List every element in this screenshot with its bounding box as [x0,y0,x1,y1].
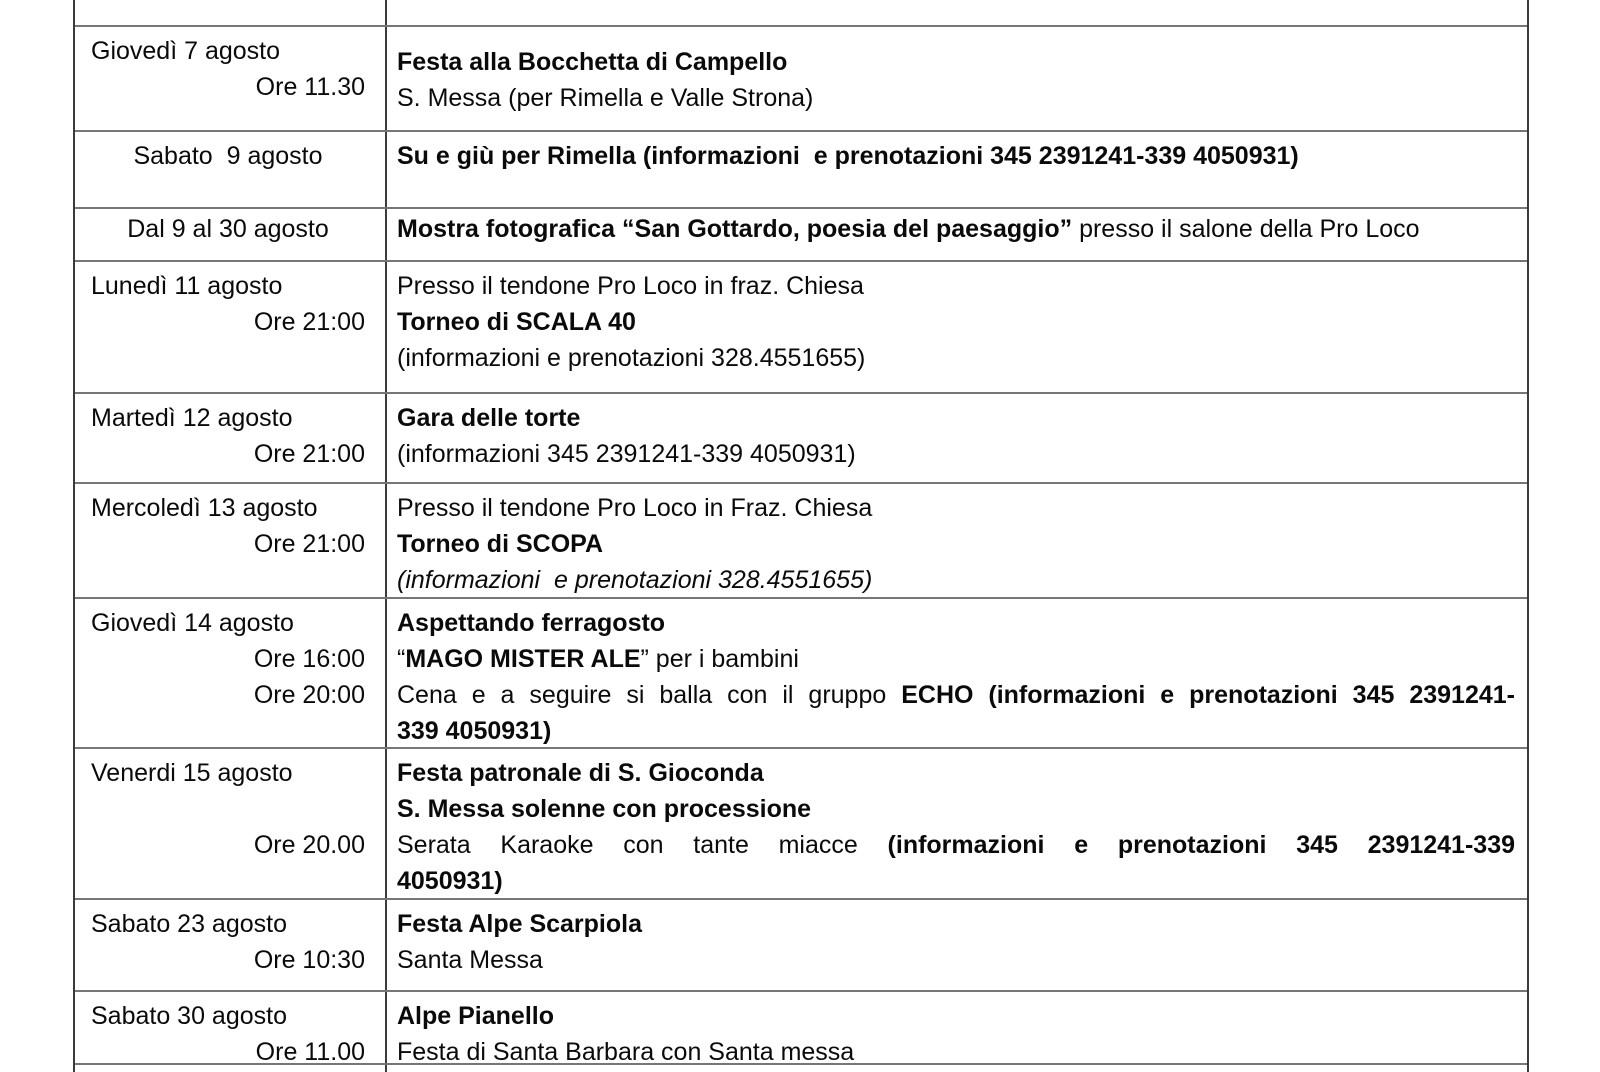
event-date-cell [75,0,387,25]
event-description-cell [387,27,1527,130]
event-description-line [397,755,1515,791]
event-description-cell [387,0,1527,25]
event-date [91,138,365,174]
date-text: Ore 21:00 [253,440,365,468]
event-date [91,211,365,247]
row-venerdi-15-agosto [75,747,1527,898]
event-text-segment: Torneo di SCALA 40 [397,308,636,336]
event-date [91,791,365,827]
event-text-segment: Festa Alpe Scarpiola [397,910,642,938]
event-date-cell [75,394,387,482]
event-description-line [397,400,1515,436]
event-time [91,677,365,713]
event-text-segment: Presso il tendone Pro Loco in Fraz. Chiesa [397,494,873,522]
event-time [91,69,365,105]
date-text: Martedì 12 agosto [91,404,293,432]
event-text-segment: Su e giù per Rimella (informazioni e prenotazioni 345 2391241-339 4050931) [397,142,1299,170]
date-text: Ore 11.30 [255,73,365,101]
date-text: Giovedì 7 agosto [91,37,281,65]
event-text-segment: (informazioni e prenotazioni 328.4551655) [397,566,873,594]
row-giovedi-7-agosto [75,25,1527,130]
row-mercoledi-13-agosto [75,482,1527,597]
date-text: Sabato 23 agosto [91,910,287,938]
event-description-cell [387,900,1527,990]
event-text-segment: ” per i bambini [640,645,799,673]
date-text: Sabato 30 agosto [91,1002,287,1030]
event-date [91,906,365,942]
event-description-line [397,942,1515,978]
event-date [91,268,365,304]
event-text-segment: Festa di Santa Barbara con Santa messa [397,1038,855,1063]
event-text-segment: (informazioni e prenotazioni 345 2391241-339 [887,831,1515,859]
row-martedi-12-agosto [75,392,1527,482]
event-text-segment: Torneo di SCOPA [397,530,604,558]
event-time [91,827,365,863]
date-text: Ore 21:00 [253,530,365,558]
date-text: Sabato 9 agosto [133,142,323,170]
event-text-segment: (informazioni 345 2391241-339 4050931) [397,440,856,468]
event-description-line [397,677,1515,713]
event-description-line [397,562,1515,597]
events-schedule-table [73,0,1529,1072]
event-description-line [397,304,1515,340]
event-description-line [397,906,1515,942]
event-date [91,998,365,1034]
event-description-cell [387,749,1527,898]
event-date-cell [75,749,387,898]
event-date-cell [75,484,387,597]
row-lunedi-11-agosto [75,260,1527,392]
date-text: Giovedì 14 agosto [91,609,294,637]
event-date [91,33,365,69]
event-text-segment: Aspettando ferragosto [397,609,666,637]
event-text-segment: Presso il tendone Pro Loco in fraz. Chiesa [397,272,864,300]
event-date [91,605,365,641]
event-description-line [397,641,1515,677]
event-date [91,755,365,791]
event-time [91,526,365,562]
date-text: Ore 10:30 [253,946,365,974]
event-description-line [397,791,1515,827]
event-description-line [397,863,1515,898]
date-text: Dal 9 al 30 agosto [127,215,329,243]
event-description-line [397,44,1515,80]
event-description-line [397,605,1515,641]
event-description-line [397,998,1515,1034]
event-text-segment: Alpe Pianello [397,1002,554,1030]
row-sabato-9-agosto [75,130,1527,207]
date-text: Ore 11.00 [255,1038,365,1063]
event-description-line [397,713,1515,747]
event-date-cell [75,900,387,990]
event-text-segment: Festa patronale di S. Gioconda [397,759,764,787]
date-text: Ore 21:00 [253,308,365,336]
event-text-segment: S. Messa solenne con processione [397,795,812,823]
row-sabato-23-agosto [75,898,1527,990]
event-description-cell [387,1065,1527,1072]
event-description-line [397,211,1515,247]
date-text: Ore 20.00 [253,831,365,859]
event-date-cell [75,209,387,260]
date-text: Lunedì 11 agosto [91,272,283,300]
event-text-segment: MAGO MISTER ALE [405,645,641,673]
event-description-cell [387,132,1527,207]
event-description-line [397,268,1515,304]
event-description-line [397,340,1515,376]
event-text-segment: S. Messa (per Rimella e Valle Strona) [397,84,814,112]
row-sabato-30-agosto [75,990,1527,1063]
event-text-segment: “ [397,645,406,673]
date-text: Venerdi 15 agosto [91,759,293,787]
event-description-line [397,436,1515,472]
event-text-segment: (informazioni e prenotazioni 328.4551655) [397,344,866,372]
event-description-cell [387,484,1527,597]
row-dal-9-al-30-agosto [75,207,1527,260]
event-time [91,641,365,677]
event-description-line [397,80,1515,116]
partial-row-top [75,0,1527,25]
event-text-segment: Cena e a seguire si balla con il gruppo [397,681,902,709]
event-date-cell [75,1065,387,1072]
event-text-segment: presso il salone della Pro Loco [1072,215,1420,243]
event-description-line [397,138,1515,174]
event-time [91,942,365,978]
event-date-cell [75,132,387,207]
event-description-line [397,827,1515,863]
date-text: Mercoledì 13 agosto [91,494,318,522]
partial-row-bottom [75,1063,1527,1072]
event-text-segment: Serata Karaoke con tante miacce [397,831,888,859]
row-giovedi-14-agosto [75,597,1527,747]
event-description-line [397,526,1515,562]
event-description-line [397,490,1515,526]
event-text-segment: ECHO (informazioni e prenotazioni 345 2391241- [901,681,1515,709]
date-text: Ore 16:00 [253,645,365,673]
event-date-cell [75,992,387,1063]
event-text-segment: Gara delle torte [397,404,581,432]
event-text-segment: 4050931) [397,867,503,895]
event-time [91,1034,365,1063]
event-text-segment: Santa Messa [397,946,543,974]
event-text-segment: Mostra fotografica “San Gottardo, poesia del paesaggio” [397,215,1073,243]
event-text-segment: Festa alla Bocchetta di Campello [397,48,788,76]
event-date-cell [75,27,387,130]
event-description-cell [387,262,1527,392]
event-time [91,436,365,472]
event-description-cell [387,599,1527,747]
event-description-line [397,1034,1515,1063]
date-text: Ore 20:00 [253,681,365,709]
event-description-cell [387,394,1527,482]
event-date-cell [75,262,387,392]
event-description-cell [387,209,1527,260]
event-text-segment: 339 4050931) [397,717,552,745]
event-date-cell [75,599,387,747]
event-time [91,304,365,340]
event-description-cell [387,992,1527,1063]
event-date [91,400,365,436]
event-date [91,490,365,526]
